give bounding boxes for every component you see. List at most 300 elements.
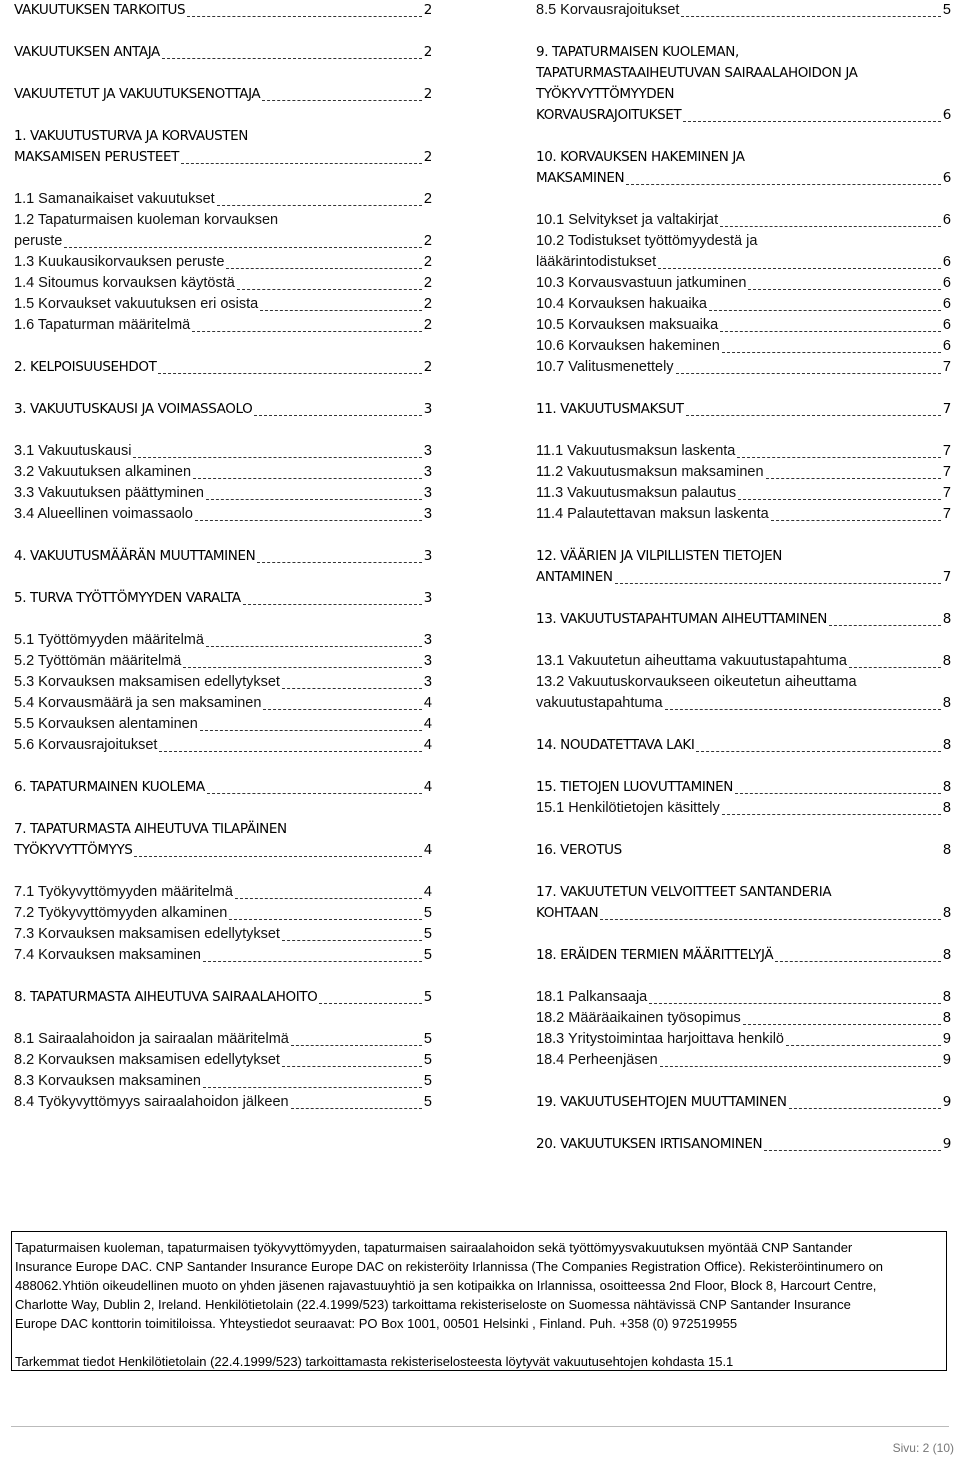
toc-page-number: 7 — [942, 401, 951, 417]
toc-entry-title: 18. ERÄIDEN TERMIEN MÄÄRITTELYJÄ — [536, 947, 774, 963]
toc-subsection-entry[interactable] — [536, 336, 951, 357]
toc-entry-title: 18.4 Perheenjäsen — [536, 1052, 658, 1068]
toc-spacer — [536, 21, 951, 42]
toc-dot-leader — [683, 121, 941, 122]
toc-subsection-entry[interactable] — [14, 651, 432, 672]
toc-section-entry[interactable] — [536, 147, 951, 168]
toc-entry-title: 3. VAKUUTUSKAUSI JA VOIMASSAOLO — [14, 401, 253, 417]
toc-section-entry[interactable] — [14, 0, 432, 21]
toc-spacer — [536, 819, 951, 840]
toc-page-number: 6 — [942, 254, 951, 270]
toc-entry-title: 8.5 Korvausrajoitukset — [536, 2, 680, 18]
toc-section-entry[interactable] — [14, 357, 432, 378]
toc-dot-leader — [262, 100, 422, 101]
toc-dot-leader — [192, 331, 422, 332]
toc-subsection-entry[interactable] — [14, 882, 432, 903]
toc-entry-title: 10.2 Todistukset työttömyydestä ja — [536, 233, 758, 249]
toc-section-entry[interactable] — [14, 987, 432, 1008]
toc-subsection-entry[interactable] — [536, 672, 951, 693]
toc-subsection-entry[interactable] — [14, 462, 432, 483]
toc-subsection-entry[interactable] — [14, 945, 432, 966]
toc-entry-title: 1.6 Tapaturman määritelmä — [14, 317, 191, 333]
toc-page-number: 2 — [423, 296, 432, 312]
toc-page-number: 6 — [942, 170, 951, 186]
toc-dot-leader — [743, 1024, 941, 1025]
toc-page-number: 8 — [942, 800, 951, 816]
toc-dot-leader — [226, 268, 422, 269]
toc-dot-leader — [649, 1003, 941, 1004]
toc-subsection-entry[interactable] — [14, 189, 432, 210]
toc-subsection-entry[interactable] — [536, 651, 951, 672]
toc-page-number: 4 — [423, 737, 432, 753]
toc-section-entry[interactable] — [536, 1092, 951, 1113]
toc-entry-title: 11.3 Vakuutusmaksun palautus — [536, 485, 737, 501]
toc-entry-title: 1. VAKUUTUSTURVA JA KORVAUSTEN — [14, 128, 248, 144]
toc-subsection-entry[interactable] — [536, 504, 951, 525]
toc-subsection-entry[interactable] — [14, 693, 432, 714]
toc-page-number: 2 — [423, 44, 432, 60]
toc-page-number: 6 — [942, 107, 951, 123]
toc-entry-title: 11.1 Vakuutusmaksun laskenta — [536, 443, 736, 459]
toc-spacer — [14, 525, 432, 546]
toc-section-entry[interactable] — [536, 63, 951, 84]
toc-spacer — [14, 378, 432, 399]
toc-page-number: 8 — [942, 842, 951, 858]
toc-subsection-entry[interactable] — [536, 273, 951, 294]
toc-subsection-entry[interactable] — [14, 252, 432, 273]
page-number: Sivu: 2 (10) — [892, 1441, 954, 1455]
toc-section-entry[interactable] — [14, 42, 432, 63]
toc-dot-leader — [764, 1150, 941, 1151]
toc-spacer — [14, 21, 432, 42]
toc-dot-leader — [181, 163, 422, 164]
toc-dot-leader — [775, 961, 941, 962]
toc-dot-leader — [658, 268, 941, 269]
toc-page-number: 4 — [423, 716, 432, 732]
toc-page-number: 2 — [423, 275, 432, 291]
toc-section-entry[interactable] — [536, 105, 951, 126]
toc-page-number: 5 — [423, 1073, 432, 1089]
toc-page-number: 5 — [423, 1031, 432, 1047]
toc-dot-leader — [735, 793, 941, 794]
toc-section-entry[interactable] — [14, 546, 432, 567]
toc-page-number: 7 — [942, 485, 951, 501]
toc-subsection-entry[interactable] — [536, 693, 951, 714]
toc-section-entry[interactable] — [536, 945, 951, 966]
toc-section-entry[interactable] — [536, 84, 951, 105]
toc-entry-title: 7.1 Työkyvyttömyyden määritelmä — [14, 884, 233, 900]
toc-entry-title: 9. TAPATURMAISEN KUOLEMAN, — [536, 44, 739, 60]
toc-section-entry[interactable] — [14, 840, 432, 861]
toc-page-number: 5 — [423, 989, 432, 1005]
toc-entry-title: 1.5 Korvaukset vakuutuksen eri osista — [14, 296, 259, 312]
toc-page-number: 8 — [942, 905, 951, 921]
toc-entry-title: 20. VAKUUTUKSEN IRTISANOMINEN — [536, 1136, 763, 1152]
toc-entry-title: 4. VAKUUTUSMÄÄRÄN MUUTTAMINEN — [14, 548, 256, 564]
toc-spacer — [536, 714, 951, 735]
toc-dot-leader — [159, 751, 421, 752]
toc-subsection-entry[interactable] — [14, 231, 432, 252]
toc-section-entry[interactable] — [14, 147, 432, 168]
toc-entry-title: MAKSAMISEN PERUSTEET — [14, 149, 179, 165]
toc-dot-leader — [737, 457, 941, 458]
toc-subsection-entry[interactable] — [14, 672, 432, 693]
toc-section-entry[interactable] — [14, 588, 432, 609]
toc-entry-title: TYÖKYVYTTÖMYYS — [14, 842, 133, 858]
toc-entry-title: VAKUUTETUT JA VAKUUTUKSENOTTAJA — [14, 86, 261, 102]
toc-spacer — [14, 966, 432, 987]
toc-page-number: 5 — [423, 926, 432, 942]
toc-entry-title: 16. VEROTUS — [536, 842, 622, 858]
toc-section-entry[interactable] — [536, 567, 951, 588]
toc-spacer — [536, 630, 951, 651]
toc-dot-leader — [133, 457, 422, 458]
toc-subsection-entry[interactable] — [14, 714, 432, 735]
toc-page-number: 3 — [423, 443, 432, 459]
toc-page-number: 9 — [942, 1031, 951, 1047]
toc-dot-leader — [786, 1045, 941, 1046]
toc-section-entry[interactable] — [536, 903, 951, 924]
toc-page-number: 4 — [423, 842, 432, 858]
toc-entry-title: 11. VAKUUTUSMAKSUT — [536, 401, 684, 417]
toc-entry-title: 3.3 Vakuutuksen päättyminen — [14, 485, 204, 501]
toc-section-entry[interactable] — [536, 777, 951, 798]
toc-page-number: 6 — [942, 212, 951, 228]
toc-page-number: 5 — [942, 2, 951, 18]
toc-subsection-entry[interactable] — [536, 252, 951, 273]
toc-entry-title: KOHTAAN — [536, 905, 599, 921]
toc-dot-leader — [217, 205, 422, 206]
toc-dot-leader — [849, 667, 941, 668]
toc-entry-title: 7. TAPATURMASTA AIHEUTUVA TILAPÄINEN — [14, 821, 287, 837]
toc-entry-title: 5.1 Työttömyyden määritelmä — [14, 632, 204, 648]
toc-dot-leader — [254, 415, 421, 416]
toc-entry-title: lääkärintodistukset — [536, 254, 657, 270]
toc-entry-title: 8.4 Työkyvyttömyys sairaalahoidon jälkeen — [14, 1094, 289, 1110]
toc-page-number: 8 — [942, 947, 951, 963]
toc-section-entry[interactable] — [536, 42, 951, 63]
toc-spacer — [536, 525, 951, 546]
toc-page-number: 5 — [423, 947, 432, 963]
toc-page-number: 8 — [942, 989, 951, 1005]
toc-page-number: 3 — [423, 464, 432, 480]
toc-page-number: 2 — [423, 233, 432, 249]
toc-entry-title: VAKUUTUKSEN TARKOITUS — [14, 2, 186, 18]
privacy-note: Tarkemmat tiedot Henkilötietolain (22.4.1999/523) tarkoittamasta rekisteriselosteesta löytyvät vakuutusehtojen kohdasta 15.1 — [15, 1354, 734, 1369]
toc-page-number: 7 — [942, 359, 951, 375]
toc-page-number: 5 — [423, 1052, 432, 1068]
toc-entry-title: 10.7 Valitusmenettely — [536, 359, 674, 375]
toc-page-number: 8 — [942, 1010, 951, 1026]
toc-spacer — [14, 756, 432, 777]
toc-spacer — [536, 378, 951, 399]
toc-subsection-entry[interactable] — [536, 1029, 951, 1050]
toc-page-number: 8 — [942, 779, 951, 795]
toc-subsection-entry[interactable] — [14, 735, 432, 756]
toc-subsection-entry[interactable] — [14, 630, 432, 651]
toc-spacer — [536, 189, 951, 210]
toc-entry-title: 11.4 Palautettavan maksun laskenta — [536, 506, 769, 522]
toc-entry-title: 1.1 Samanaikaiset vakuutukset — [14, 191, 215, 207]
toc-subsection-entry[interactable] — [14, 441, 432, 462]
toc-subsection-entry[interactable] — [14, 924, 432, 945]
toc-subsection-entry[interactable] — [536, 798, 951, 819]
toc-entry-title: 8.3 Korvauksen maksaminen — [14, 1073, 201, 1089]
toc-entry-title: 10.6 Korvauksen hakeminen — [536, 338, 720, 354]
toc-dot-leader — [291, 1045, 422, 1046]
toc-page-number: 7 — [942, 569, 951, 585]
toc-dot-leader — [257, 562, 422, 563]
toc-entry-title: 1.4 Sitoumus korvauksen käytöstä — [14, 275, 235, 291]
toc-dot-leader — [134, 856, 421, 857]
toc-entry-title: MAKSAMINEN — [536, 170, 625, 186]
toc-dot-leader — [206, 499, 422, 500]
toc-dot-leader — [660, 1066, 941, 1067]
toc-dot-leader — [183, 667, 422, 668]
company-info-line: Charlotte Way, Dublin 2, Ireland. Henkilötietolain (22.4.1999/523) tarkoittama rekisteriseloste on Suomessa nähtävissä CNP Santander Insurance — [15, 1297, 851, 1312]
toc-subsection-entry[interactable] — [14, 1092, 432, 1113]
toc-dot-leader — [64, 247, 422, 248]
toc-section-entry[interactable] — [14, 777, 432, 798]
toc-entry-title: 14. NOUDATETTAVA LAKI — [536, 737, 695, 753]
toc-subsection-entry[interactable] — [14, 1071, 432, 1092]
toc-page-number: 5 — [423, 1094, 432, 1110]
toc-subsection-entry[interactable] — [14, 210, 432, 231]
toc-dot-leader — [206, 646, 422, 647]
toc-entry-title: 13. VAKUUTUSTAPAHTUMAN AIHEUTTAMINEN — [536, 611, 827, 627]
toc-dot-leader — [282, 1066, 422, 1067]
toc-page-number: 7 — [942, 506, 951, 522]
toc-dot-leader — [237, 289, 422, 290]
toc-subsection-entry[interactable] — [14, 903, 432, 924]
toc-dot-leader — [766, 478, 941, 479]
toc-subsection-entry[interactable] — [14, 504, 432, 525]
toc-page-number: 2 — [423, 317, 432, 333]
toc-section-entry[interactable] — [536, 882, 951, 903]
toc-entry-title: 7.2 Työkyvyttömyyden alkaminen — [14, 905, 228, 921]
toc-dot-leader — [203, 961, 422, 962]
toc-entry-title: 13.1 Vakuutetun aiheuttama vakuutustapahtuma — [536, 653, 847, 669]
toc-dot-leader — [615, 583, 941, 584]
toc-section-entry[interactable] — [14, 399, 432, 420]
toc-spacer — [536, 924, 951, 945]
toc-entry-title: 10.4 Korvauksen hakuaika — [536, 296, 707, 312]
toc-page-number: 2 — [423, 2, 432, 18]
toc-section-entry[interactable] — [14, 84, 432, 105]
toc-dot-leader — [771, 520, 941, 521]
toc-subsection-entry[interactable] — [536, 357, 951, 378]
toc-dot-leader — [187, 16, 422, 17]
company-info-line: Europe DAC konttorin toimitiloissa. Yhteystiedot seuraavat: PO Box 1001, 00501 Helsinki , Finland. Puh. +358 (0) 972519955 — [15, 1316, 738, 1331]
toc-entry-title: 2. KELPOISUUSEHDOT — [14, 359, 157, 375]
toc-entry-title: VAKUUTUKSEN ANTAJA — [14, 44, 160, 60]
toc-entry-title: 5.3 Korvauksen maksamisen edellytykset — [14, 674, 280, 690]
toc-page-number: 2 — [423, 191, 432, 207]
toc-dot-leader — [748, 289, 941, 290]
toc-entry-title: 10. KORVAUKSEN HAKEMINEN JA — [536, 149, 745, 165]
toc-dot-leader — [203, 1087, 422, 1088]
toc-spacer — [536, 1113, 951, 1134]
toc-section-entry[interactable] — [14, 819, 432, 840]
toc-page-number: 4 — [423, 779, 432, 795]
toc-spacer — [536, 861, 951, 882]
toc-entry-title: 17. VAKUUTETUN VELVOITTEET SANTANDERIA — [536, 884, 832, 900]
toc-subsection-entry[interactable] — [536, 0, 951, 21]
toc-subsection-entry[interactable] — [536, 1008, 951, 1029]
toc-entry-title: 8. TAPATURMASTA AIHEUTUVA SAIRAALAHOITO — [14, 989, 318, 1005]
toc-page-number: 3 — [423, 674, 432, 690]
toc-page-number: 6 — [942, 317, 951, 333]
toc-entry-title: 13.2 Vakuutuskorvaukseen oikeutetun aiheuttama — [536, 674, 857, 690]
toc-dot-leader — [686, 415, 941, 416]
toc-page-number: 3 — [423, 632, 432, 648]
toc-entry-title: 6. TAPATURMAINEN KUOLEMA — [14, 779, 205, 795]
toc-entry-title: 8.2 Korvauksen maksamisen edellytykset — [14, 1052, 280, 1068]
toc-subsection-entry[interactable] — [536, 483, 951, 504]
toc-entry-title: 1.2 Tapaturmaisen kuoleman korvauksen — [14, 212, 279, 228]
toc-section-entry[interactable] — [536, 840, 951, 861]
toc-entry-title: 7.3 Korvauksen maksamisen edellytykset — [14, 926, 280, 942]
toc-dot-leader — [195, 520, 422, 521]
toc-page-number: 4 — [423, 695, 432, 711]
toc-entry-title: 18.3 Yritystoimintaa harjoittava henkilö — [536, 1031, 784, 1047]
toc-subsection-entry[interactable] — [14, 1029, 432, 1050]
toc-entry-title: 10.3 Korvausvastuun jatkuminen — [536, 275, 747, 291]
toc-subsection-entry[interactable] — [536, 462, 951, 483]
toc-spacer — [536, 126, 951, 147]
toc-entry-title: 18.1 Palkansaaja — [536, 989, 648, 1005]
toc-page-number: 6 — [942, 275, 951, 291]
toc-subsection-entry[interactable] — [536, 231, 951, 252]
toc-entry-title: 5.4 Korvausmäärä ja sen maksaminen — [14, 695, 262, 711]
toc-dot-leader — [229, 919, 422, 920]
toc-left-column — [14, 0, 432, 1113]
toc-spacer — [14, 609, 432, 630]
toc-entry-title: 5.6 Korvausrajoitukset — [14, 737, 158, 753]
toc-section-entry[interactable] — [536, 609, 951, 630]
toc-spacer — [536, 1071, 951, 1092]
toc-subsection-entry[interactable] — [536, 1050, 951, 1071]
toc-entry-title: TYÖKYVYTTÖMYYDEN — [536, 86, 675, 102]
toc-page-number: 3 — [423, 401, 432, 417]
toc-page-number: 3 — [423, 653, 432, 669]
toc-entry-title: 5.2 Työttömän määritelmä — [14, 653, 182, 669]
toc-page-number: 9 — [942, 1052, 951, 1068]
toc-entry-title: 8.1 Sairaalahoidon ja sairaalan määritelmä — [14, 1031, 289, 1047]
toc-dot-leader — [207, 793, 422, 794]
toc-subsection-entry[interactable] — [14, 315, 432, 336]
toc-section-entry[interactable] — [536, 1134, 951, 1155]
toc-subsection-entry[interactable] — [14, 483, 432, 504]
toc-entry-title: 19. VAKUUTUSEHTOJEN MUUTTAMINEN — [536, 1094, 787, 1110]
toc-subsection-entry[interactable] — [14, 1050, 432, 1071]
toc-page-number: 3 — [423, 548, 432, 564]
company-info-box — [11, 1231, 947, 1371]
toc-dot-leader — [162, 58, 422, 59]
toc-entry-title: 5.5 Korvauksen alentaminen — [14, 716, 198, 732]
toc-dot-leader — [665, 709, 941, 710]
toc-dot-leader — [720, 331, 941, 332]
toc-dot-leader — [193, 478, 422, 479]
toc-entry-title: 18.2 Määräaikainen työsopimus — [536, 1010, 741, 1026]
company-info-line: Insurance Europe DAC. CNP Santander Insurance Europe DAC on rekisteröity Irlannissa (The Companies Registration Office). Rekisteröintinumero on — [15, 1259, 884, 1274]
toc-page-number: 9 — [942, 1094, 951, 1110]
toc-subsection-entry[interactable] — [14, 273, 432, 294]
toc-entry-title: 11.2 Vakuutusmaksun maksaminen — [536, 464, 764, 480]
toc-subsection-entry[interactable] — [536, 987, 951, 1008]
toc-subsection-entry[interactable] — [14, 294, 432, 315]
toc-entry-title: 3.1 Vakuutuskausi — [14, 443, 132, 459]
toc-spacer — [14, 420, 432, 441]
toc-dot-leader — [696, 751, 940, 752]
toc-spacer — [536, 588, 951, 609]
toc-entry-title: 5. TURVA TYÖTTÖMYYDEN VARALTA — [14, 590, 241, 606]
toc-page-number: 8 — [942, 737, 951, 753]
toc-spacer — [536, 420, 951, 441]
toc-dot-leader — [263, 709, 421, 710]
toc-entry-title: 15. TIETOJEN LUOVUTTAMINEN — [536, 779, 733, 795]
toc-entry-title: 1.3 Kuukausikorvauksen peruste — [14, 254, 225, 270]
toc-section-entry[interactable] — [536, 735, 951, 756]
toc-page-number: 9 — [942, 1136, 951, 1152]
toc-page-number: 3 — [423, 506, 432, 522]
toc-right-column — [536, 0, 951, 1155]
toc-page-number: 2 — [423, 149, 432, 165]
toc-subsection-entry[interactable] — [536, 315, 951, 336]
toc-section-entry[interactable] — [14, 126, 432, 147]
toc-page-number: 3 — [423, 485, 432, 501]
toc-page-number: 3 — [423, 590, 432, 606]
toc-spacer — [14, 861, 432, 882]
toc-entry-title: 12. VÄÄRIEN JA VILPILLISTEN TIETOJEN — [536, 548, 782, 564]
footer-divider — [11, 1426, 949, 1427]
company-info-line: Tapaturmaisen kuoleman, tapaturmaisen työkyvyttömyyden, tapaturmaisen sairaalahoidon sekä työttömyysvakuutuksen myöntää CNP Santander — [15, 1240, 853, 1255]
company-info-line: 488062.Yhtiön oikeudellinen muoto on yhden jäsenen rajavastuuyhtiö ja sen kotipaikka on Irlannissa, osoitteessa 2nd Floor, Block 8, Harcourt Centre, — [15, 1278, 877, 1293]
toc-page-number: 8 — [942, 695, 951, 711]
toc-dot-leader — [319, 1003, 421, 1004]
toc-spacer — [14, 105, 432, 126]
toc-dot-leader — [282, 688, 422, 689]
toc-spacer — [14, 168, 432, 189]
toc-entry-title: 3.2 Vakuutuksen alkaminen — [14, 464, 192, 480]
toc-spacer — [14, 336, 432, 357]
toc-entry-title: ANTAMINEN — [536, 569, 613, 585]
toc-dot-leader — [676, 373, 941, 374]
toc-page-number: 6 — [942, 296, 951, 312]
toc-spacer — [536, 756, 951, 777]
toc-dot-leader — [626, 184, 941, 185]
toc-section-entry[interactable] — [536, 546, 951, 567]
toc-dot-leader — [235, 898, 422, 899]
toc-subsection-entry[interactable] — [536, 441, 951, 462]
toc-dot-leader — [243, 604, 422, 605]
toc-dot-leader — [720, 226, 941, 227]
toc-dot-leader — [722, 352, 941, 353]
toc-page-number: 8 — [942, 653, 951, 669]
toc-dot-leader — [681, 16, 940, 17]
toc-subsection-entry[interactable] — [536, 294, 951, 315]
toc-spacer — [14, 1008, 432, 1029]
toc-dot-leader — [260, 310, 422, 311]
toc-subsection-entry[interactable] — [536, 210, 951, 231]
toc-entry-title: KORVAUSRAJOITUKSET — [536, 107, 682, 123]
toc-spacer — [14, 798, 432, 819]
toc-dot-leader — [738, 499, 941, 500]
toc-section-entry[interactable] — [536, 168, 951, 189]
toc-section-entry[interactable] — [536, 399, 951, 420]
toc-page-number: 2 — [423, 359, 432, 375]
toc-entry-title: vakuutustapahtuma — [536, 695, 663, 711]
